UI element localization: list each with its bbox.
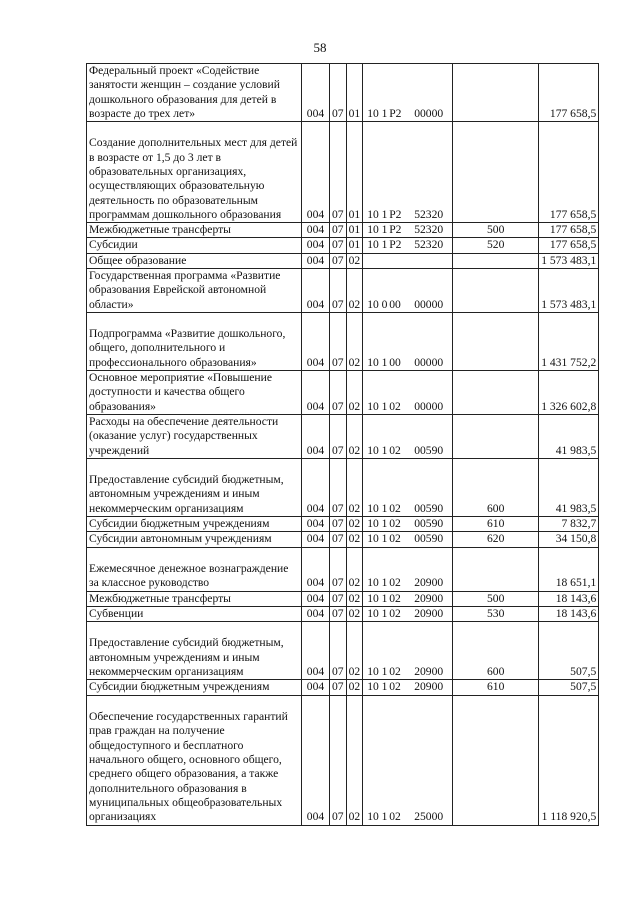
row-program-code: 10 1 [367,664,388,678]
row-subsection-code: 02 [346,313,363,371]
row-program-code: 10 1 [367,680,388,694]
row-admin-code: 004 [302,622,330,680]
row-section-code: 07 [330,622,347,680]
row-target-code: 00000 [414,106,444,120]
row-target-code: 20900 [414,576,444,590]
row-expense-type: 610 [453,517,539,532]
table-row [87,532,599,547]
row-target-code: 00000 [414,355,444,369]
row-subsection-code: 02 [346,606,363,621]
row-admin-code: 004 [302,415,330,459]
row-amount: 177 658,5 [539,223,599,238]
table-row [87,459,599,517]
row-target-code: 25000 [414,810,444,824]
row-target-article [363,238,453,253]
row-target-article [363,459,453,517]
row-section-code: 07 [330,269,347,313]
row-name-cell: Субсидии бюджетным учреждениям [87,517,302,532]
row-name-cell: Субсидии бюджетным учреждениям [87,680,302,695]
row-program-code: 10 0 [367,297,388,311]
row-name-cell: Федеральный проект «Содействие занятости женщин – создание условий дошкольного образования для детей в возрасте до трех лет» [87,64,302,122]
row-name-cell: Субвенции [87,606,302,621]
table-row [87,253,599,268]
row-target-code: 52320 [414,207,444,221]
row-admin-code: 004 [302,253,330,268]
table-row [87,238,599,253]
row-program-code: 10 1 [367,501,388,515]
row-amount: 18 143,6 [539,591,599,606]
row-subsection-code: 02 [346,695,363,825]
row-name-cell: Обеспечение государственных гарантий прав граждан на получение общедоступного и бесплатного начального общего, основного общего, среднего общего образования, а также дополнительного образования в муниципальных общеобразовательных организациях [87,695,302,825]
row-program-code: 10 1 [367,399,388,413]
row-target-code: 00590 [414,517,444,531]
row-target-article [363,415,453,459]
row-target-code: 20900 [414,606,444,620]
table-row [87,695,599,825]
row-expense-type: 500 [453,223,539,238]
row-project-code: 02 [389,501,401,515]
budget-table [86,63,599,826]
row-target-article [363,313,453,371]
row-amount: 1 326 602,8 [539,371,599,415]
row-section-code: 07 [330,459,347,517]
row-admin-code: 004 [302,223,330,238]
row-project-code: 02 [389,591,401,605]
budget-table-body [87,64,599,826]
row-target-code: 52320 [414,238,444,252]
row-program-code: 10 1 [367,606,388,620]
row-subsection-code: 02 [346,517,363,532]
row-section-code: 07 [330,122,347,223]
row-admin-code: 004 [302,269,330,313]
row-amount: 18 651,1 [539,547,599,591]
row-admin-code: 004 [302,459,330,517]
row-name-cell: Субсидии [87,238,302,253]
row-subsection-code: 02 [346,415,363,459]
page-number: 58 [313,40,327,55]
row-section-code: 07 [330,64,347,122]
row-section-code: 07 [330,415,347,459]
row-admin-code: 004 [302,606,330,621]
row-subsection-code: 02 [346,591,363,606]
row-name-cell: Предоставление субсидий бюджетным, автономным учреждениям и иным некоммерческим организациям [87,622,302,680]
row-admin-code: 004 [302,695,330,825]
row-amount: 1 573 483,1 [539,253,599,268]
row-admin-code: 004 [302,64,330,122]
row-section-code: 07 [330,695,347,825]
row-program-code: 10 1 [367,532,388,546]
row-program-code: 10 1 [367,355,388,369]
row-amount: 177 658,5 [539,122,599,223]
row-target-code: 20900 [414,664,444,678]
row-expense-type: 520 [453,238,539,253]
row-expense-type: 610 [453,680,539,695]
row-name-cell: Расходы на обеспечение деятельности (оказание услуг) государственных учреждений [87,415,302,459]
row-amount: 34 150,8 [539,532,599,547]
row-admin-code: 004 [302,371,330,415]
row-admin-code: 004 [302,547,330,591]
row-project-code: 02 [389,532,401,546]
row-subsection-code: 01 [346,238,363,253]
row-project-code: 02 [389,443,401,457]
row-project-code: 02 [389,399,401,413]
row-amount: 1 573 483,1 [539,269,599,313]
row-program-code: 10 1 [367,591,388,605]
row-target-code: 00590 [414,501,444,515]
row-section-code: 07 [330,253,347,268]
row-expense-type [453,313,539,371]
row-project-code: 00 [389,355,401,369]
row-section-code: 07 [330,517,347,532]
row-project-code: P2 [389,238,402,252]
row-project-code: P2 [389,223,402,237]
row-program-code: 10 1 [367,106,388,120]
row-expense-type [453,64,539,122]
row-target-code: 52320 [414,223,444,237]
row-project-code: P2 [389,106,402,120]
row-admin-code: 004 [302,238,330,253]
row-name-cell: Межбюджетные трансферты [87,223,302,238]
row-subsection-code: 02 [346,371,363,415]
row-name-cell: Подпрограмма «Развитие дошкольного, общего, дополнительного и профессионального образования» [87,313,302,371]
row-target-code: 20900 [414,591,444,605]
row-amount: 1 431 752,2 [539,313,599,371]
row-project-code: 02 [389,680,401,694]
row-expense-type: 600 [453,622,539,680]
row-admin-code: 004 [302,591,330,606]
row-project-code: P2 [389,207,402,221]
row-target-article [363,122,453,223]
table-row [87,122,599,223]
row-name-cell: Межбюджетные трансферты [87,591,302,606]
row-target-article [363,695,453,825]
table-row [87,622,599,680]
row-target-article [363,606,453,621]
table-row [87,269,599,313]
row-section-code: 07 [330,371,347,415]
table-row [87,415,599,459]
row-admin-code: 004 [302,517,330,532]
row-expense-type [453,695,539,825]
row-section-code: 07 [330,606,347,621]
row-amount: 507,5 [539,680,599,695]
row-section-code: 07 [330,223,347,238]
row-target-article [363,371,453,415]
row-expense-type [453,371,539,415]
row-program-code: 10 1 [367,238,388,252]
table-row [87,64,599,122]
row-target-article [363,253,453,268]
row-program-code: 10 1 [367,223,388,237]
row-target-article [363,591,453,606]
row-target-article [363,64,453,122]
row-subsection-code: 02 [346,622,363,680]
row-subsection-code: 02 [346,547,363,591]
row-project-code: 02 [389,810,401,824]
row-project-code: 02 [389,576,401,590]
row-name-cell: Общее образование [87,253,302,268]
row-subsection-code: 02 [346,269,363,313]
row-amount: 41 983,5 [539,459,599,517]
row-expense-type: 500 [453,591,539,606]
row-name-cell: Создание дополнительных мест для детей в возрасте от 1,5 до 3 лет в образовательных организациях, осуществляющих образовательную деятельность по образовательным программам дошкольного образования [87,122,302,223]
row-target-article [363,532,453,547]
row-program-code: 10 1 [367,517,388,531]
table-row [87,371,599,415]
row-name-cell: Государственная программа «Развитие образования Еврейской автономной области» [87,269,302,313]
row-subsection-code: 01 [346,223,363,238]
row-expense-type: 600 [453,459,539,517]
row-section-code: 07 [330,680,347,695]
row-expense-type [453,269,539,313]
table-row [87,517,599,532]
row-subsection-code: 01 [346,64,363,122]
row-target-article [363,622,453,680]
table-row [87,606,599,621]
row-amount: 7 832,7 [539,517,599,532]
table-row [87,591,599,606]
row-project-code: 02 [389,517,401,531]
row-expense-type: 530 [453,606,539,621]
row-program-code: 10 1 [367,207,388,221]
table-row [87,313,599,371]
row-admin-code: 004 [302,680,330,695]
row-section-code: 07 [330,238,347,253]
row-target-article [363,680,453,695]
row-admin-code: 004 [302,313,330,371]
row-section-code: 07 [330,591,347,606]
row-target-code: 00000 [414,399,444,413]
row-target-article [363,547,453,591]
row-name-cell: Основное мероприятие «Повышение доступности и качества общего образования» [87,371,302,415]
table-row [87,680,599,695]
row-target-code: 20900 [414,680,444,694]
row-subsection-code: 02 [346,459,363,517]
row-name-cell: Предоставление субсидий бюджетным, автономным учреждениям и иным некоммерческим организациям [87,459,302,517]
row-admin-code: 004 [302,532,330,547]
table-row [87,547,599,591]
row-expense-type [453,122,539,223]
row-target-code: 00590 [414,443,444,457]
row-section-code: 07 [330,313,347,371]
row-amount: 177 658,5 [539,64,599,122]
row-program-code: 10 1 [367,443,388,457]
row-program-code: 10 1 [367,810,388,824]
row-amount: 18 143,6 [539,606,599,621]
row-expense-type: 620 [453,532,539,547]
row-target-article [363,223,453,238]
row-name-cell: Ежемесячное денежное вознаграждение за классное руководство [87,547,302,591]
row-amount: 507,5 [539,622,599,680]
row-amount: 41 983,5 [539,415,599,459]
row-amount: 177 658,5 [539,238,599,253]
row-amount: 1 118 920,5 [539,695,599,825]
row-subsection-code: 02 [346,532,363,547]
row-target-article [363,269,453,313]
table-row [87,223,599,238]
row-project-code: 00 [389,297,401,311]
row-subsection-code: 01 [346,122,363,223]
row-subsection-code: 02 [346,253,363,268]
row-target-code: 00590 [414,532,444,546]
row-target-article [363,517,453,532]
row-section-code: 07 [330,547,347,591]
row-admin-code: 004 [302,122,330,223]
row-project-code: 02 [389,606,401,620]
row-expense-type [453,253,539,268]
row-section-code: 07 [330,532,347,547]
row-target-code: 00000 [414,297,444,311]
row-name-cell: Субсидии автономным учреждениям [87,532,302,547]
row-program-code: 10 1 [367,576,388,590]
row-project-code: 02 [389,664,401,678]
row-expense-type [453,415,539,459]
row-expense-type [453,547,539,591]
row-subsection-code: 02 [346,680,363,695]
